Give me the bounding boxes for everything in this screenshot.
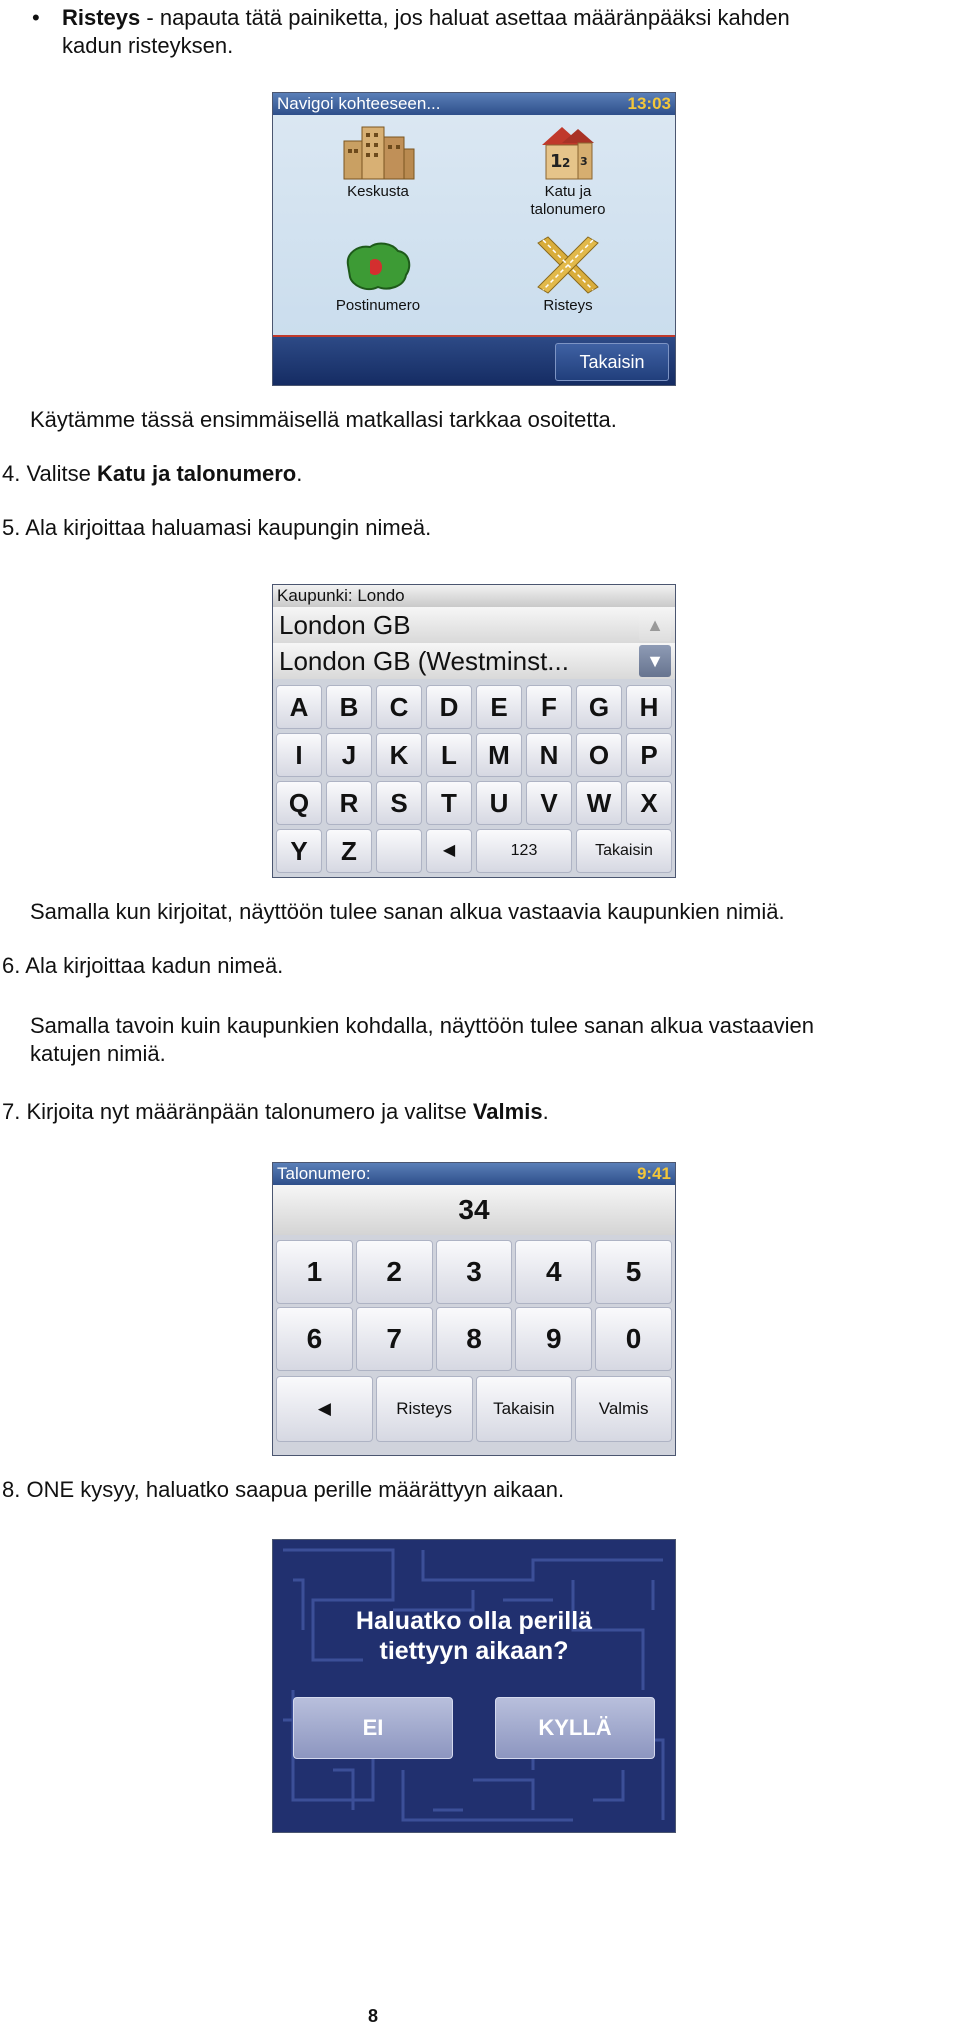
- city-buildings-icon: [338, 121, 418, 181]
- step-5: 5. Ala kirjoittaa haluamasi kaupungin nimeä.: [2, 515, 432, 540]
- tile-label: Keskusta: [347, 183, 409, 200]
- tile-label: Postinumero: [335, 297, 421, 314]
- tile-label: Risteys: [543, 297, 593, 314]
- key-v[interactable]: V: [526, 781, 572, 825]
- key-9[interactable]: 9: [515, 1307, 592, 1371]
- backspace-icon[interactable]: ◀: [426, 829, 472, 873]
- key-e[interactable]: E: [476, 685, 522, 729]
- crossroads-icon: [528, 235, 608, 295]
- key-n[interactable]: N: [526, 733, 572, 777]
- key-l[interactable]: L: [426, 733, 472, 777]
- page-number: 8: [368, 2006, 379, 2026]
- clock: 9:41: [636, 1164, 671, 1183]
- title-bar: [273, 93, 675, 115]
- key-x[interactable]: X: [626, 781, 672, 825]
- key-3[interactable]: 3: [436, 1240, 513, 1304]
- result-row[interactable]: London GB ▲: [273, 607, 675, 643]
- crossroads-button[interactable]: Risteys: [376, 1376, 473, 1442]
- house-number-input[interactable]: 34: [273, 1185, 675, 1235]
- step-7: 7. Kirjoita nyt määränpään talonumero ja valitse Valmis.: [2, 1099, 549, 1124]
- number-pad: [273, 1235, 675, 1371]
- city-entry-screen: [272, 584, 676, 878]
- paragraph-street-line1: Samalla tavoin kuin kaupunkien kohdalla, näyttöön tulee sanan alkua vastaavien: [30, 1013, 814, 1038]
- city-centre-button[interactable]: [323, 121, 433, 201]
- key-q[interactable]: Q: [276, 781, 322, 825]
- house-number-screen: [272, 1162, 676, 1456]
- key-8[interactable]: 8: [436, 1307, 513, 1371]
- key-i[interactable]: I: [276, 733, 322, 777]
- key-o[interactable]: O: [576, 733, 622, 777]
- paragraph-street-line2: katujen nimiä.: [30, 1041, 166, 1066]
- key-r[interactable]: R: [326, 781, 372, 825]
- key-j[interactable]: J: [326, 733, 372, 777]
- key-d[interactable]: D: [426, 685, 472, 729]
- step-8: 8. ONE kysyy, haluatko saapua perille määrättyyn aikaan.: [2, 1477, 565, 1502]
- key-2[interactable]: 2: [356, 1240, 433, 1304]
- yes-button[interactable]: KYLLÄ: [495, 1697, 655, 1759]
- result-row[interactable]: London GB (Westminst... ▼: [273, 643, 675, 679]
- done-button[interactable]: Valmis: [575, 1376, 672, 1442]
- svg-text:3: 3: [580, 155, 588, 168]
- key-z[interactable]: Z: [326, 829, 372, 873]
- street-number-button[interactable]: [513, 121, 623, 219]
- key-m[interactable]: M: [476, 733, 522, 777]
- key-y[interactable]: Y: [276, 829, 322, 873]
- key-a[interactable]: A: [276, 685, 322, 729]
- key-u[interactable]: U: [476, 781, 522, 825]
- backspace-icon[interactable]: ◀: [276, 1376, 373, 1442]
- svg-text:1: 1: [550, 151, 563, 172]
- tile-label: Katu ja talonumero: [530, 183, 606, 218]
- no-button[interactable]: EI: [293, 1697, 453, 1759]
- step-6: 6. Ala kirjoittaa kadun nimeä.: [2, 953, 284, 978]
- house-numbers-icon: [528, 121, 608, 181]
- key-s[interactable]: S: [376, 781, 422, 825]
- step-4: 4. Valitse Katu ja talonumero.: [2, 461, 303, 486]
- scroll-up-icon[interactable]: ▲: [639, 609, 671, 641]
- question-text: Haluatko olla perillä tiettyyn aikaan?: [355, 1607, 593, 1665]
- key-1[interactable]: 1: [276, 1240, 353, 1304]
- svg-text:2: 2: [562, 156, 571, 170]
- maze-background: [273, 1540, 675, 1832]
- key-4[interactable]: 4: [515, 1240, 592, 1304]
- title-bar: [273, 1163, 675, 1185]
- bottom-buttons: [273, 1371, 675, 1442]
- key-p[interactable]: P: [626, 733, 672, 777]
- back-button[interactable]: Takaisin: [555, 343, 669, 381]
- key-f[interactable]: F: [526, 685, 572, 729]
- arrival-time-dialog: [272, 1539, 676, 1833]
- key-k[interactable]: K: [376, 733, 422, 777]
- bottom-bar: [273, 335, 675, 385]
- city-input-bar[interactable]: Kaupunki: Londo: [273, 585, 675, 607]
- key-c[interactable]: C: [376, 685, 422, 729]
- key-5[interactable]: 5: [595, 1240, 672, 1304]
- screen-title: Navigoi kohteeseen...: [277, 94, 441, 113]
- back-button[interactable]: Takaisin: [576, 829, 672, 873]
- intro-line2: kadun risteyksen.: [62, 33, 234, 58]
- key-h[interactable]: H: [626, 685, 672, 729]
- key-t[interactable]: T: [426, 781, 472, 825]
- key-g[interactable]: G: [576, 685, 622, 729]
- map-region-icon: [338, 235, 418, 295]
- back-button[interactable]: Takaisin: [476, 1376, 573, 1442]
- risteys-term: Risteys: [62, 5, 141, 30]
- clock: 13:03: [627, 94, 671, 113]
- key-6[interactable]: 6: [276, 1307, 353, 1371]
- key-0[interactable]: 0: [595, 1307, 672, 1371]
- key-b[interactable]: B: [326, 685, 372, 729]
- key-blank[interactable]: [376, 829, 422, 873]
- scroll-down-icon[interactable]: ▼: [639, 645, 671, 677]
- key-w[interactable]: W: [576, 781, 622, 825]
- paragraph-exact-address: Käytämme tässä ensimmäisellä matkallasi tarkkaa osoitetta.: [30, 407, 617, 432]
- screen-title: Talonumero:: [277, 1164, 371, 1183]
- intro-line1: Risteys - napauta tätä painiketta, jos haluat asettaa määränpääksi kahden: [62, 5, 790, 30]
- navigate-to-screen: [272, 92, 676, 386]
- bullet: •: [32, 5, 40, 30]
- paragraph-city-suggestions: Samalla kun kirjoitat, näyttöön tulee sanan alkua vastaavia kaupunkien nimiä.: [30, 899, 785, 924]
- postcode-button[interactable]: [313, 235, 443, 315]
- keyboard: [273, 679, 675, 873]
- numbers-button[interactable]: 123: [476, 829, 572, 873]
- key-7[interactable]: 7: [356, 1307, 433, 1371]
- crossroads-button[interactable]: [513, 235, 623, 315]
